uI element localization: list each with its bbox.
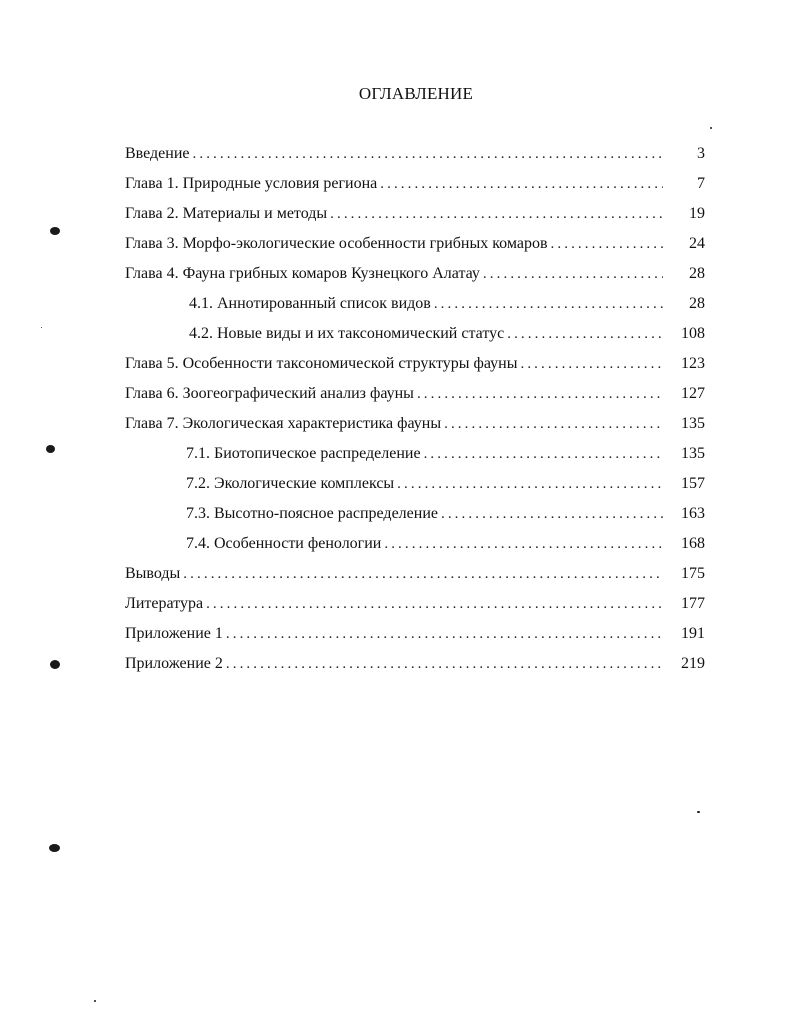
dot-leader	[483, 263, 663, 285]
toc-entry-page: 219	[681, 655, 705, 672]
dot-leader	[330, 203, 663, 225]
toc-entry-page: 28	[689, 295, 705, 312]
toc-entry-page: 135	[681, 415, 705, 432]
toc-entry-label: Глава 7. Экологическая характеристика фауны	[125, 415, 442, 432]
scan-mark	[50, 227, 60, 235]
dot-leader	[380, 173, 663, 195]
toc-entry-page: 28	[689, 265, 705, 282]
toc-entry-chapter-4	[125, 263, 705, 293]
scan-mark	[49, 844, 60, 852]
table-of-contents	[125, 143, 705, 683]
dot-leader	[441, 503, 663, 525]
toc-entry-label: Введение	[125, 145, 190, 162]
toc-entry-chapter-2	[125, 203, 705, 233]
dot-leader	[417, 383, 663, 405]
toc-entry-conclusions	[125, 563, 705, 593]
toc-entry-page: 177	[681, 595, 705, 612]
toc-entry-label: Глава 4. Фауна грибных комаров Кузнецкого Алатау	[125, 265, 480, 282]
toc-entry-page: 163	[681, 505, 705, 522]
dot-leader	[397, 473, 663, 495]
toc-entry-page: 157	[681, 475, 705, 492]
dot-leader	[520, 353, 663, 375]
dust-speck	[94, 1000, 96, 1002]
toc-entry-chapter-7	[125, 413, 705, 443]
toc-entry-label: 4.2. Новые виды и их таксономический статус	[189, 325, 505, 342]
toc-entry-label: Глава 2. Материалы и методы	[125, 205, 328, 222]
toc-entry-label: 7.3. Высотно-поясное распределение	[186, 505, 438, 522]
dust-speck	[697, 811, 700, 813]
dot-leader	[444, 413, 663, 435]
toc-entry-chapter-6	[125, 383, 705, 413]
toc-entry-page: 191	[681, 625, 705, 642]
toc-entry-section-7-2	[125, 473, 705, 503]
toc-entry-page: 3	[697, 145, 705, 162]
toc-entry-appendix-2	[125, 653, 705, 683]
dot-leader	[384, 533, 663, 555]
dot-leader	[424, 443, 663, 465]
toc-entry-label: Литература	[125, 595, 204, 612]
toc-entry-page: 7	[697, 175, 705, 192]
dot-leader	[434, 293, 663, 315]
toc-entry-label: 7.1. Биотопическое распределение	[186, 445, 421, 462]
toc-entry-page: 127	[681, 385, 705, 402]
toc-entry-section-7-1	[125, 443, 705, 473]
toc-entry-section-7-4	[125, 533, 705, 563]
scan-mark	[46, 445, 55, 453]
toc-entry-page: 19	[689, 205, 705, 222]
toc-entry-page: 123	[681, 355, 705, 372]
toc-entry-label: Глава 3. Морфо-экологические особенности грибных комаров	[125, 235, 548, 252]
toc-entry-page: 168	[681, 535, 705, 552]
dot-leader	[183, 563, 663, 585]
toc-entry-appendix-1	[125, 623, 705, 653]
toc-entry-label: Глава 6. Зоогеографический анализ фауны	[125, 385, 414, 402]
page-title: ОГЛАВЛЕНИЕ	[358, 84, 474, 103]
toc-entry-page: 135	[681, 445, 705, 462]
toc-entry-chapter-1	[125, 173, 705, 203]
toc-entry-label: Выводы	[125, 565, 181, 582]
dot-leader	[193, 143, 664, 165]
dot-leader	[226, 623, 663, 645]
toc-entry-label: 7.2. Экологические комплексы	[186, 475, 395, 492]
dust-speck	[710, 127, 712, 129]
toc-entry-label: Глава 1. Природные условия региона	[125, 175, 378, 192]
toc-entry-introduction	[125, 143, 705, 173]
toc-entry-section-4-2	[125, 323, 705, 353]
scan-mark	[50, 660, 60, 669]
dot-leader	[507, 323, 663, 345]
toc-entry-page: 24	[689, 235, 705, 252]
toc-entry-section-4-1	[125, 293, 705, 323]
toc-entry-literature	[125, 593, 705, 623]
toc-entry-chapter-3	[125, 233, 705, 263]
toc-entry-label: 7.4. Особенности фенологии	[186, 535, 382, 552]
dot-leader	[226, 653, 663, 675]
dot-leader	[551, 233, 663, 255]
toc-entry-chapter-5	[125, 353, 705, 383]
toc-entry-page: 175	[681, 565, 705, 582]
toc-entry-label: 4.1. Аннотированный список видов	[189, 295, 431, 312]
toc-entry-label: Приложение 1	[125, 625, 223, 642]
toc-entry-label: Приложение 2	[125, 655, 223, 672]
toc-entry-section-7-3	[125, 503, 705, 533]
dot-leader	[206, 593, 663, 615]
dust-speck	[41, 327, 42, 328]
toc-entry-label: Глава 5. Особенности таксономической структуры фауны	[125, 355, 518, 372]
toc-entry-page: 108	[681, 325, 705, 342]
